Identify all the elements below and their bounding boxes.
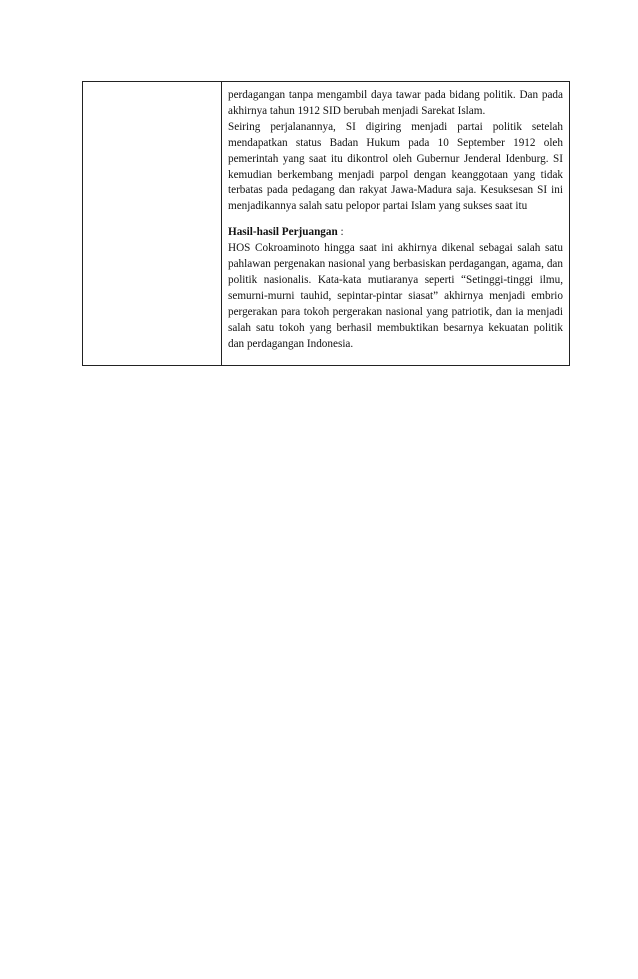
section-heading: Hasil-hasil Perjuangan <box>228 226 338 239</box>
content-cell <box>222 82 570 366</box>
content-text-block <box>222 82 569 365</box>
section-heading-line <box>228 225 563 241</box>
section-heading-colon: : <box>337 226 344 239</box>
empty-left-cell <box>83 82 222 366</box>
history-paragraph: Seiring perjalanannya, SI digiring menjadi partai politik setelah mendapatkan status Badan Hukum pada 10 September 1912 oleh pemerintah yang saat itu dikontrol oleh Gubernur Jenderal Idenburg. SI kemudian berkembang menjadi parpol dengan keanggotaan yang tidak terbatas pada pedagang dan rakyat Jawa-Madura saja. Kesuksesan SI ini menjadikannya salah satu pelopor partai Islam yang sukses saat itu <box>228 120 563 213</box>
document-table <box>82 81 570 366</box>
table-row <box>83 82 570 366</box>
continuation-paragraph: perdagangan tanpa mengambil daya tawar pada bidang politik. Dan pada akhirnya tahun 1912 SID berubah menjadi Sarekat Islam. <box>228 89 563 117</box>
results-paragraph: HOS Cokroaminoto hingga saat ini akhirnya dikenal sebagai salah satu pahlawan pergenakan nasional yang berbasiskan perdagangan, agama, dan politik nasionalis. Kata-kata mutiaranya seperti “Setinggi-tinggi ilmu, semurni-murni tauhid, sepintar-pintar siasat” akhirnya menjadi embrio pergerakan para tokoh pergerakan nasional yang patriotik, dan ia menjadi salah satu tokoh yang berhasil membuktikan besarnya kekuatan politik dan perdagangan Indonesia. <box>228 242 563 350</box>
